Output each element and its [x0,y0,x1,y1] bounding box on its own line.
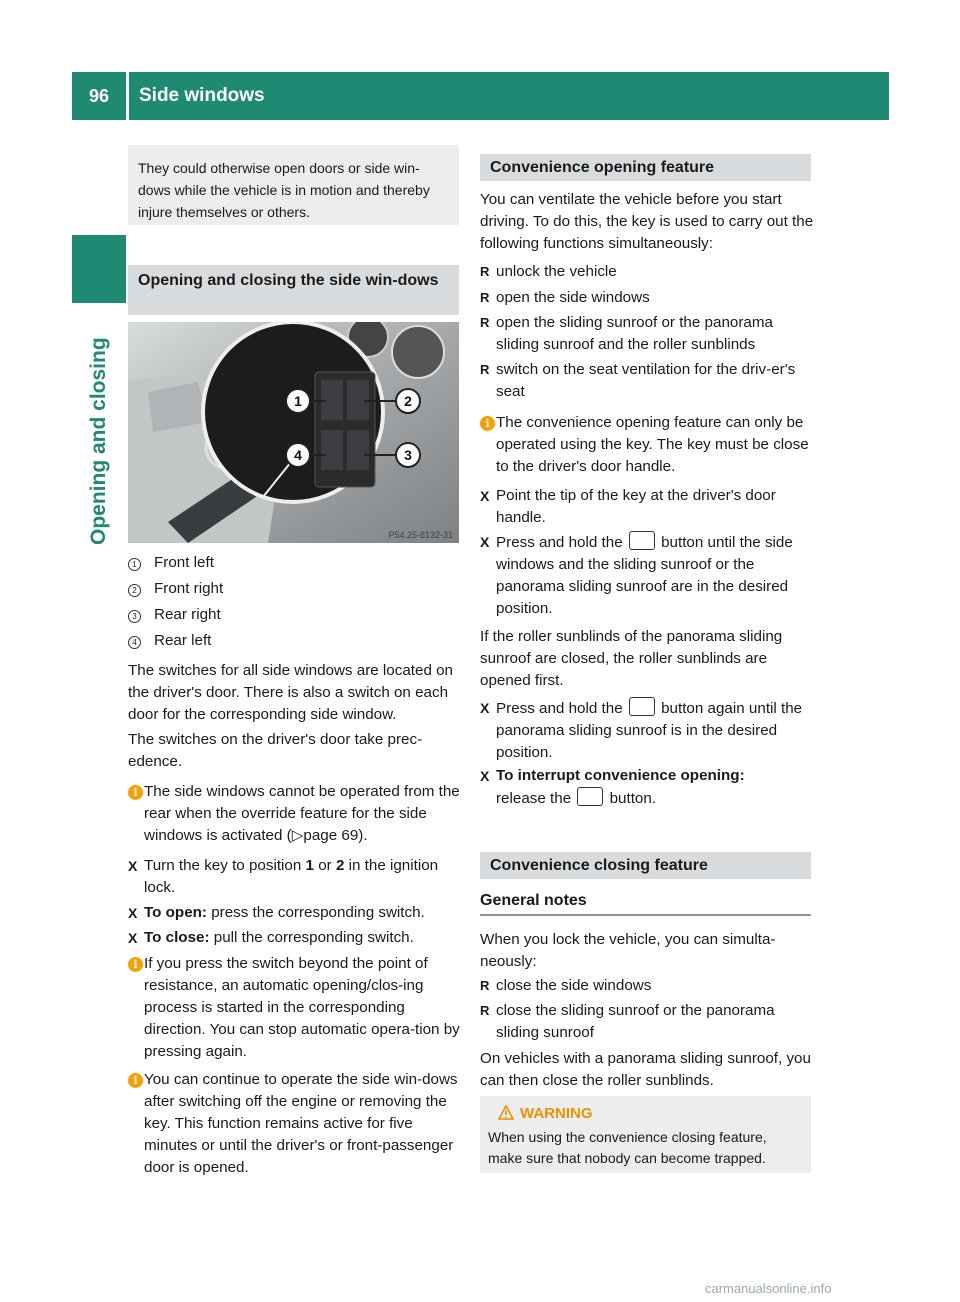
unlock-key-icon [629,697,655,716]
step-open: X To open: press the corresponding switch. [128,902,462,924]
step-press-hold-again: X Press and hold the button again until the panorama sliding sunroof is in the desired position. [480,697,814,764]
top-note: They could otherwise open doors or side win-dows while the vehicle is in motion and thereby injure themselves or others. [128,145,459,225]
svg-text:3: 3 [404,447,412,463]
section-title-convenience-closing: Convenience closing feature [480,852,811,879]
legend-item-2: 2 Front right [128,578,459,600]
step-arrow-icon: X [128,930,138,946]
warning-text: When using the convenience closing feature, make sure that nobody can become trapped. [488,1129,767,1166]
step-arrow-icon: X [480,534,490,550]
info-icon: i [480,416,495,431]
unlock-key-icon [577,787,603,806]
callout-3 [396,443,420,467]
step-arrow-icon: X [480,700,490,716]
step-point-key: X Point the tip of the key at the driver's door handle. [480,487,776,526]
bullet-open-sunroof: R open the sliding sunroof or the panorama sliding sunroof and the roller sunblinds [480,314,773,353]
bullet-open-windows: R open the side windows [480,289,650,306]
sunblinds-paragraph: If the roller sunblinds of the panorama sliding sunroof are closed, the roller sunblinds are opened first. [480,628,783,689]
sidebar-block [72,235,126,303]
info-override: i The side windows cannot be operated from the rear when the override feature for the side windows is activated (▷page 69). [128,781,462,847]
bullet-close-windows: R close the side windows [480,977,652,994]
callout-4 [286,443,310,467]
footer-watermark: carmanualsonline.info [705,1281,832,1296]
legend-item-1: 1 Front left [128,552,459,574]
subhead-general-notes: General notes [480,892,587,909]
image-code: P54.25-8132-31 [388,530,453,540]
step-turn-key: X Turn the key to position 1 or 2 in the ignition lock. [128,857,439,896]
page-title: Side windows [129,72,889,120]
unlock-key-icon [629,531,655,550]
step-arrow-icon: X [480,488,490,504]
legend-item-3: 3 Rear right [128,604,459,626]
info-continue: i You can continue to operate the side win-dows after switching off the engine or removing the key. This function remains active for five minutes or until the driver's or front-passenger door is opened. [128,1069,462,1179]
convenience-intro: You can ventilate the vehicle before you start driving. To do this, the key is used to carry out the following functions simultaneously: [480,191,814,252]
warning-box [480,1096,811,1173]
step-arrow-icon: X [128,858,138,874]
callout-2 [396,389,420,413]
bullet-unlock: R unlock the vehicle [480,263,617,280]
page-number: 96 [72,72,126,120]
step-arrow-icon: X [480,768,490,784]
subhead-rule [480,914,811,916]
step-press-hold: X Press and hold the button until the side windows and the sliding sunroof or the panorama sliding sunroof are in the desired position. [480,531,814,620]
section-title-side-windows: Opening and closing the side win-dows [128,265,459,315]
step-interrupt: X To interrupt convenience opening: release the button. [480,767,745,807]
closing-intro: When you lock the vehicle, you can simulta-neously: [480,931,776,970]
info-icon: i [128,957,143,972]
precedence-paragraph: The switches on the driver's door take prec-edence. [128,731,423,770]
svg-text:1: 1 [294,393,302,409]
bullet-seat-ventilation: R switch on the seat ventilation for the driv-er's seat [480,361,796,400]
info-icon: i [128,1073,143,1088]
roller-sunblinds-paragraph: On vehicles with a panorama sliding sunroof, you can then close the roller sunblinds. [480,1050,811,1089]
step-arrow-icon: X [128,905,138,921]
switches-paragraph: The switches for all side windows are located on the driver's door. There is also a switch on each door for the corresponding side window. [128,662,454,723]
step-close: X To close: pull the corresponding switch. [128,927,462,949]
info-key-only: i The convenience opening feature can only be operated using the key. The key must be close to the driver's door handle. [480,412,814,478]
legend-item-4: 4 Rear left [128,630,459,652]
svg-text:4: 4 [294,447,302,463]
warning-title: WARNING [488,1104,803,1124]
bullet-close-sunroof: R close the sliding sunroof or the panorama sliding sunroof [480,1002,775,1041]
section-title-convenience-opening: Convenience opening feature [480,154,811,181]
door-switch-photo [128,322,459,543]
warning-triangle-icon [498,1105,514,1121]
callout-1 [286,389,310,413]
page-ref-link[interactable]: page 69). [303,827,368,844]
info-automatic: i If you press the switch beyond the point of resistance, an automatic opening/clos-ing process is started in the corresponding direction. You can stop automatic opera-tion by pressing again. [128,953,462,1063]
info-icon: i [128,785,143,800]
svg-text:2: 2 [404,393,412,409]
page-ref-arrow-icon: ▷ [291,827,304,844]
